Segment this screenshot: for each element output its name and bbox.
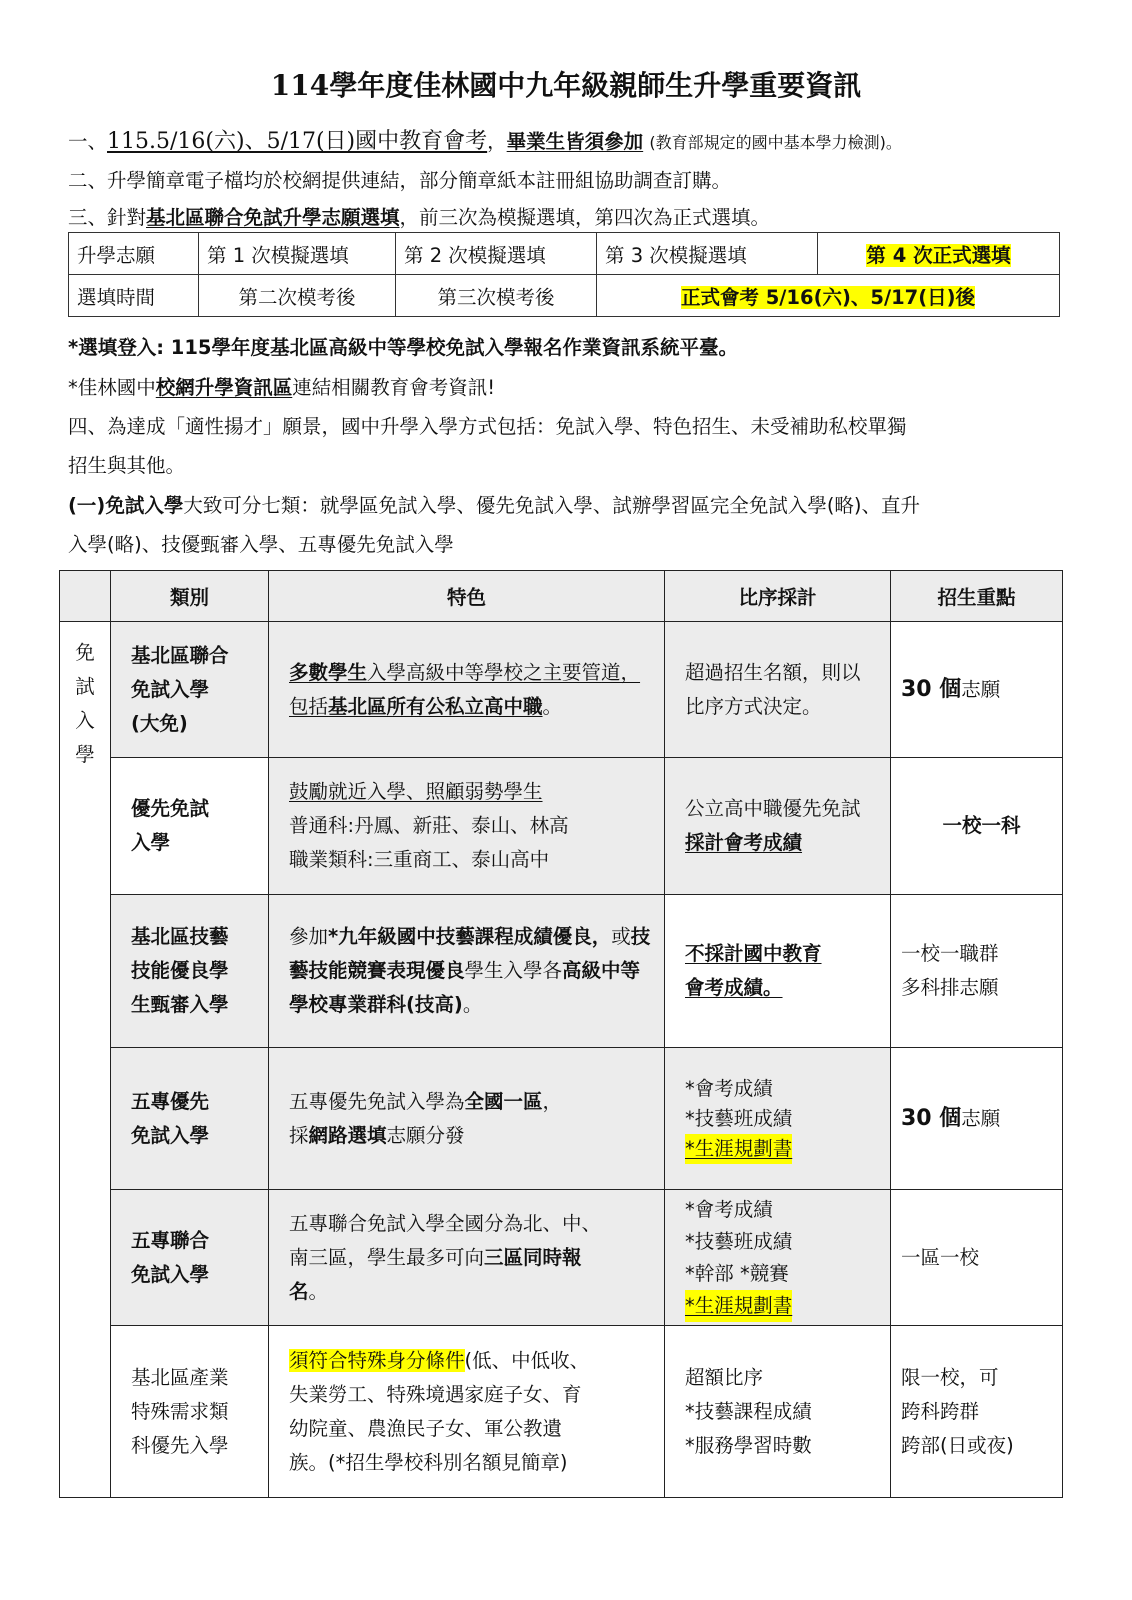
item-1-note: (教育部規定的國中基本學力檢測)。 bbox=[649, 133, 902, 152]
item-3-emph: 基北區聯合免試升學志願選填 bbox=[146, 206, 400, 229]
compare-cell bbox=[665, 758, 891, 895]
schedule-row-1 bbox=[69, 233, 1060, 275]
feature-text: 入學高級中等學校之主要管 bbox=[367, 660, 602, 684]
feature-text: 或 bbox=[611, 925, 631, 948]
item-1-prefix: 一、 bbox=[68, 130, 108, 153]
compare-line: 超過招生名額，則以 bbox=[685, 660, 861, 684]
key-number: 30 個 bbox=[901, 676, 962, 702]
feature-text: 族。(*招生學校科別名額見簡章) bbox=[289, 1450, 568, 1474]
category-line: 五專優先 bbox=[131, 1089, 210, 1113]
key-cell: 一區一校 bbox=[891, 1190, 1063, 1326]
feature-text: 基北區所有公私立高中職 bbox=[328, 694, 543, 718]
key-line: 多科排志願 bbox=[901, 976, 999, 999]
feature-cell bbox=[269, 1048, 665, 1190]
item-1-comma: ， bbox=[487, 130, 507, 153]
item-4-line-2: 招生與其他。 bbox=[68, 454, 186, 477]
group-label-char: 試 bbox=[75, 675, 95, 698]
category-cell bbox=[111, 758, 269, 895]
feature-text: 失業勞工、特殊境遇家庭子女、育 bbox=[289, 1382, 582, 1406]
note-site-rest: 連結相關教育會考資訊! bbox=[292, 376, 496, 399]
category-line: 免試入學 bbox=[131, 677, 210, 701]
item-3-prefix: 三、針對 bbox=[68, 206, 147, 229]
feature-line: 普通科:丹鳳、新莊、泰山、林高 bbox=[289, 814, 569, 837]
feature-text: 。 bbox=[462, 993, 483, 1016]
key-number: 30 個 bbox=[901, 1105, 962, 1131]
key-text: 志願 bbox=[961, 1106, 1001, 1130]
feature-cell bbox=[269, 758, 665, 895]
item-1 bbox=[68, 124, 902, 155]
feature-text: ， bbox=[542, 1089, 563, 1113]
schedule-head: 選填時間 bbox=[69, 275, 199, 317]
feature-text: 多數學生 bbox=[289, 660, 368, 684]
feature-text: *九年級國中技藝課程成績優良， bbox=[328, 925, 612, 948]
category-line: 基北區技藝 bbox=[131, 925, 229, 948]
group-label-char: 入 bbox=[75, 709, 95, 732]
compare-line: *技藝班成績 bbox=[685, 1106, 793, 1130]
feature-text: 南三區，學生最多可向 bbox=[289, 1245, 485, 1269]
compare-line: *會考成績 bbox=[685, 1076, 773, 1100]
category-line: 免試入學 bbox=[131, 1123, 210, 1147]
sub-1-heading: (一)免試入學 bbox=[68, 494, 184, 517]
feature-text: 五專優先免試入學為 bbox=[289, 1089, 465, 1113]
final-exam-time: 正式會考 5/16(六)、5/17(日)後 bbox=[680, 285, 976, 309]
category-cell bbox=[111, 895, 269, 1048]
feature-text: 技藝技能競賽表現優良 bbox=[289, 925, 651, 982]
sub-1-line-2: 入學(略)、技優甄審入學、五專優先免試入學 bbox=[68, 533, 454, 556]
compare-line: 比序方式決定。 bbox=[685, 694, 822, 718]
feature-cell bbox=[269, 622, 665, 758]
group-label-char: 學 bbox=[75, 743, 95, 766]
schedule-cell: 第二次模考後 bbox=[199, 275, 396, 317]
key-cell bbox=[891, 1048, 1063, 1190]
feature-text: 高級中等學校專業群科(技高) bbox=[289, 959, 641, 1016]
feature-cell bbox=[269, 1326, 665, 1498]
group-label-char: 免 bbox=[75, 641, 95, 664]
schedule-head: 升學志願 bbox=[69, 233, 199, 275]
compare-cell bbox=[665, 895, 891, 1048]
table-row bbox=[60, 758, 1063, 895]
category-line: (大免) bbox=[131, 711, 188, 735]
compare-line-highlight: *生涯規劃書 bbox=[685, 1290, 792, 1322]
category-cell bbox=[111, 1326, 269, 1498]
compare-line: *技藝課程成績 bbox=[685, 1399, 812, 1423]
category-line: 生甄審入學 bbox=[131, 993, 229, 1016]
compare-line-highlight: *生涯規劃書 bbox=[685, 1134, 792, 1164]
sub-1-rest: 大致可分七類：就學區免試入學、優先免試入學、試辦學習區完全免試入學(略)、直升 bbox=[183, 494, 921, 517]
key-line: 限一校，可 bbox=[901, 1365, 999, 1389]
must-attend: 畢業生皆須參加 bbox=[506, 130, 644, 153]
note-login: *選填登入: 115學年度基北區高級中等學校免試入學報名作業資訊系統平臺。 bbox=[68, 336, 738, 359]
category-line: 特殊需求類 bbox=[131, 1399, 229, 1423]
schedule-cell: 第三次模考後 bbox=[396, 275, 597, 317]
feature-text: 學生入學各 bbox=[464, 959, 563, 982]
feature-text: 志願分發 bbox=[386, 1123, 465, 1147]
item-3 bbox=[68, 202, 770, 230]
header-feature: 特色 bbox=[269, 571, 665, 622]
group-label bbox=[60, 622, 111, 1498]
schedule-cell-final bbox=[818, 233, 1060, 275]
admission-table bbox=[59, 570, 1063, 1498]
header-blank bbox=[60, 571, 111, 622]
category-line: 五專聯合 bbox=[131, 1228, 210, 1252]
key-text: 志願 bbox=[961, 677, 1001, 701]
compare-line: *服務學習時數 bbox=[685, 1433, 812, 1457]
compare-line: 公立高中職優先免試 bbox=[685, 797, 861, 820]
page-title: 114學年度佳林國中九年級親師生升學重要資訊 bbox=[270, 69, 862, 102]
item-2: 二、升學簡章電子檔均於校網提供連結，部分簡章紙本註冊組協助調查訂購。 bbox=[68, 169, 732, 192]
note-site-prefix: *佳林國中 bbox=[68, 376, 156, 399]
schedule-cell-final bbox=[597, 275, 1060, 317]
header-category: 類別 bbox=[111, 571, 269, 622]
feature-text: 。 bbox=[542, 694, 563, 718]
table-header-row bbox=[60, 571, 1063, 622]
category-line: 免試入學 bbox=[131, 1262, 210, 1286]
feature-text: 五專聯合免試入學全國分為北、中、 bbox=[289, 1211, 602, 1235]
feature-text: 參加 bbox=[289, 925, 329, 948]
category-cell bbox=[111, 1190, 269, 1326]
compare-cell bbox=[665, 1190, 891, 1326]
category-line: 優先免試 bbox=[131, 797, 210, 820]
category-cell bbox=[111, 1048, 269, 1190]
item-3-rest: ，前三次為模擬選填，第四次為正式選填。 bbox=[399, 206, 771, 229]
category-line: 基北區聯合 bbox=[131, 643, 229, 667]
compare-line: 會考成績。 bbox=[685, 976, 783, 999]
feature-text: 網路選填 bbox=[308, 1123, 387, 1147]
key-cell bbox=[891, 1326, 1063, 1498]
key-line: 跨部(日或夜) bbox=[901, 1433, 1014, 1457]
feature-text: 名 bbox=[289, 1279, 309, 1303]
header-compare: 比序採計 bbox=[665, 571, 891, 622]
schedule-cell: 第 2 次模擬選填 bbox=[396, 233, 597, 275]
feature-text: 全國一區 bbox=[464, 1089, 543, 1113]
compare-line: 不採計國中教育 bbox=[685, 942, 822, 965]
feature-cell bbox=[269, 1190, 665, 1326]
table-row bbox=[60, 1326, 1063, 1498]
category-line: 基北區產業 bbox=[131, 1365, 229, 1389]
category-line: 科優先入學 bbox=[131, 1433, 229, 1457]
compare-cell bbox=[665, 622, 891, 758]
category-line: 技能優良學 bbox=[131, 959, 229, 982]
compare-line: *會考成績 bbox=[685, 1197, 773, 1221]
table-row bbox=[60, 1048, 1063, 1190]
table-row bbox=[60, 1190, 1063, 1326]
feature-line: 鼓勵就近入學、照顧弱勢學生 bbox=[289, 780, 543, 803]
feature-line: 職業類科:三重商工、泰山高中 bbox=[289, 848, 550, 871]
category-line: 入學 bbox=[131, 831, 171, 854]
key-line: 一校一職群 bbox=[901, 942, 999, 965]
schedule-cell: 第 3 次模擬選填 bbox=[597, 233, 818, 275]
item-4-line-1: 四、為達成「適性揚才」願景，國中升學入學方式包括：免試入學、特色招生、未受補助私校單獨 bbox=[68, 415, 907, 438]
final-round: 第 4 次正式選填 bbox=[866, 243, 1011, 267]
key-cell bbox=[891, 895, 1063, 1048]
feature-cell bbox=[269, 895, 665, 1048]
exam-date: 115.5/16(六)、5/17(日)國中教育會考 bbox=[107, 129, 488, 154]
key-cell: 一校一科 bbox=[891, 758, 1063, 895]
school-site-link[interactable]: 校網升學資訊區 bbox=[155, 376, 293, 399]
compare-line: 超額比序 bbox=[685, 1365, 764, 1389]
compare-line: *技藝班成績 bbox=[685, 1229, 793, 1253]
schedule-cell: 第 1 次模擬選填 bbox=[199, 233, 396, 275]
feature-text: 幼院童、農漁民子女、軍公教遺 bbox=[289, 1416, 563, 1440]
feature-text: 採 bbox=[289, 1123, 309, 1147]
category-cell bbox=[111, 622, 269, 758]
key-cell bbox=[891, 622, 1063, 758]
compare-cell bbox=[665, 1048, 891, 1190]
compare-line: 採計會考成績 bbox=[685, 831, 803, 854]
feature-text: (低、中低收、 bbox=[464, 1348, 590, 1372]
feature-text: 道，包括 bbox=[289, 660, 641, 718]
key-line: 跨科跨群 bbox=[901, 1399, 980, 1423]
schedule-table bbox=[68, 232, 1060, 317]
feature-text: 。 bbox=[308, 1279, 329, 1303]
sub-1-line-1 bbox=[68, 490, 920, 518]
table-row bbox=[60, 895, 1063, 1048]
header-key: 招生重點 bbox=[891, 571, 1063, 622]
schedule-row-2 bbox=[69, 275, 1060, 317]
feature-text: 三區同時報 bbox=[484, 1245, 582, 1269]
table-row bbox=[60, 622, 1063, 758]
note-site bbox=[68, 372, 495, 400]
compare-line: *幹部 *競賽 bbox=[685, 1261, 789, 1285]
feature-text-highlight: 須符合特殊身分條件 bbox=[289, 1348, 465, 1372]
compare-cell bbox=[665, 1326, 891, 1498]
